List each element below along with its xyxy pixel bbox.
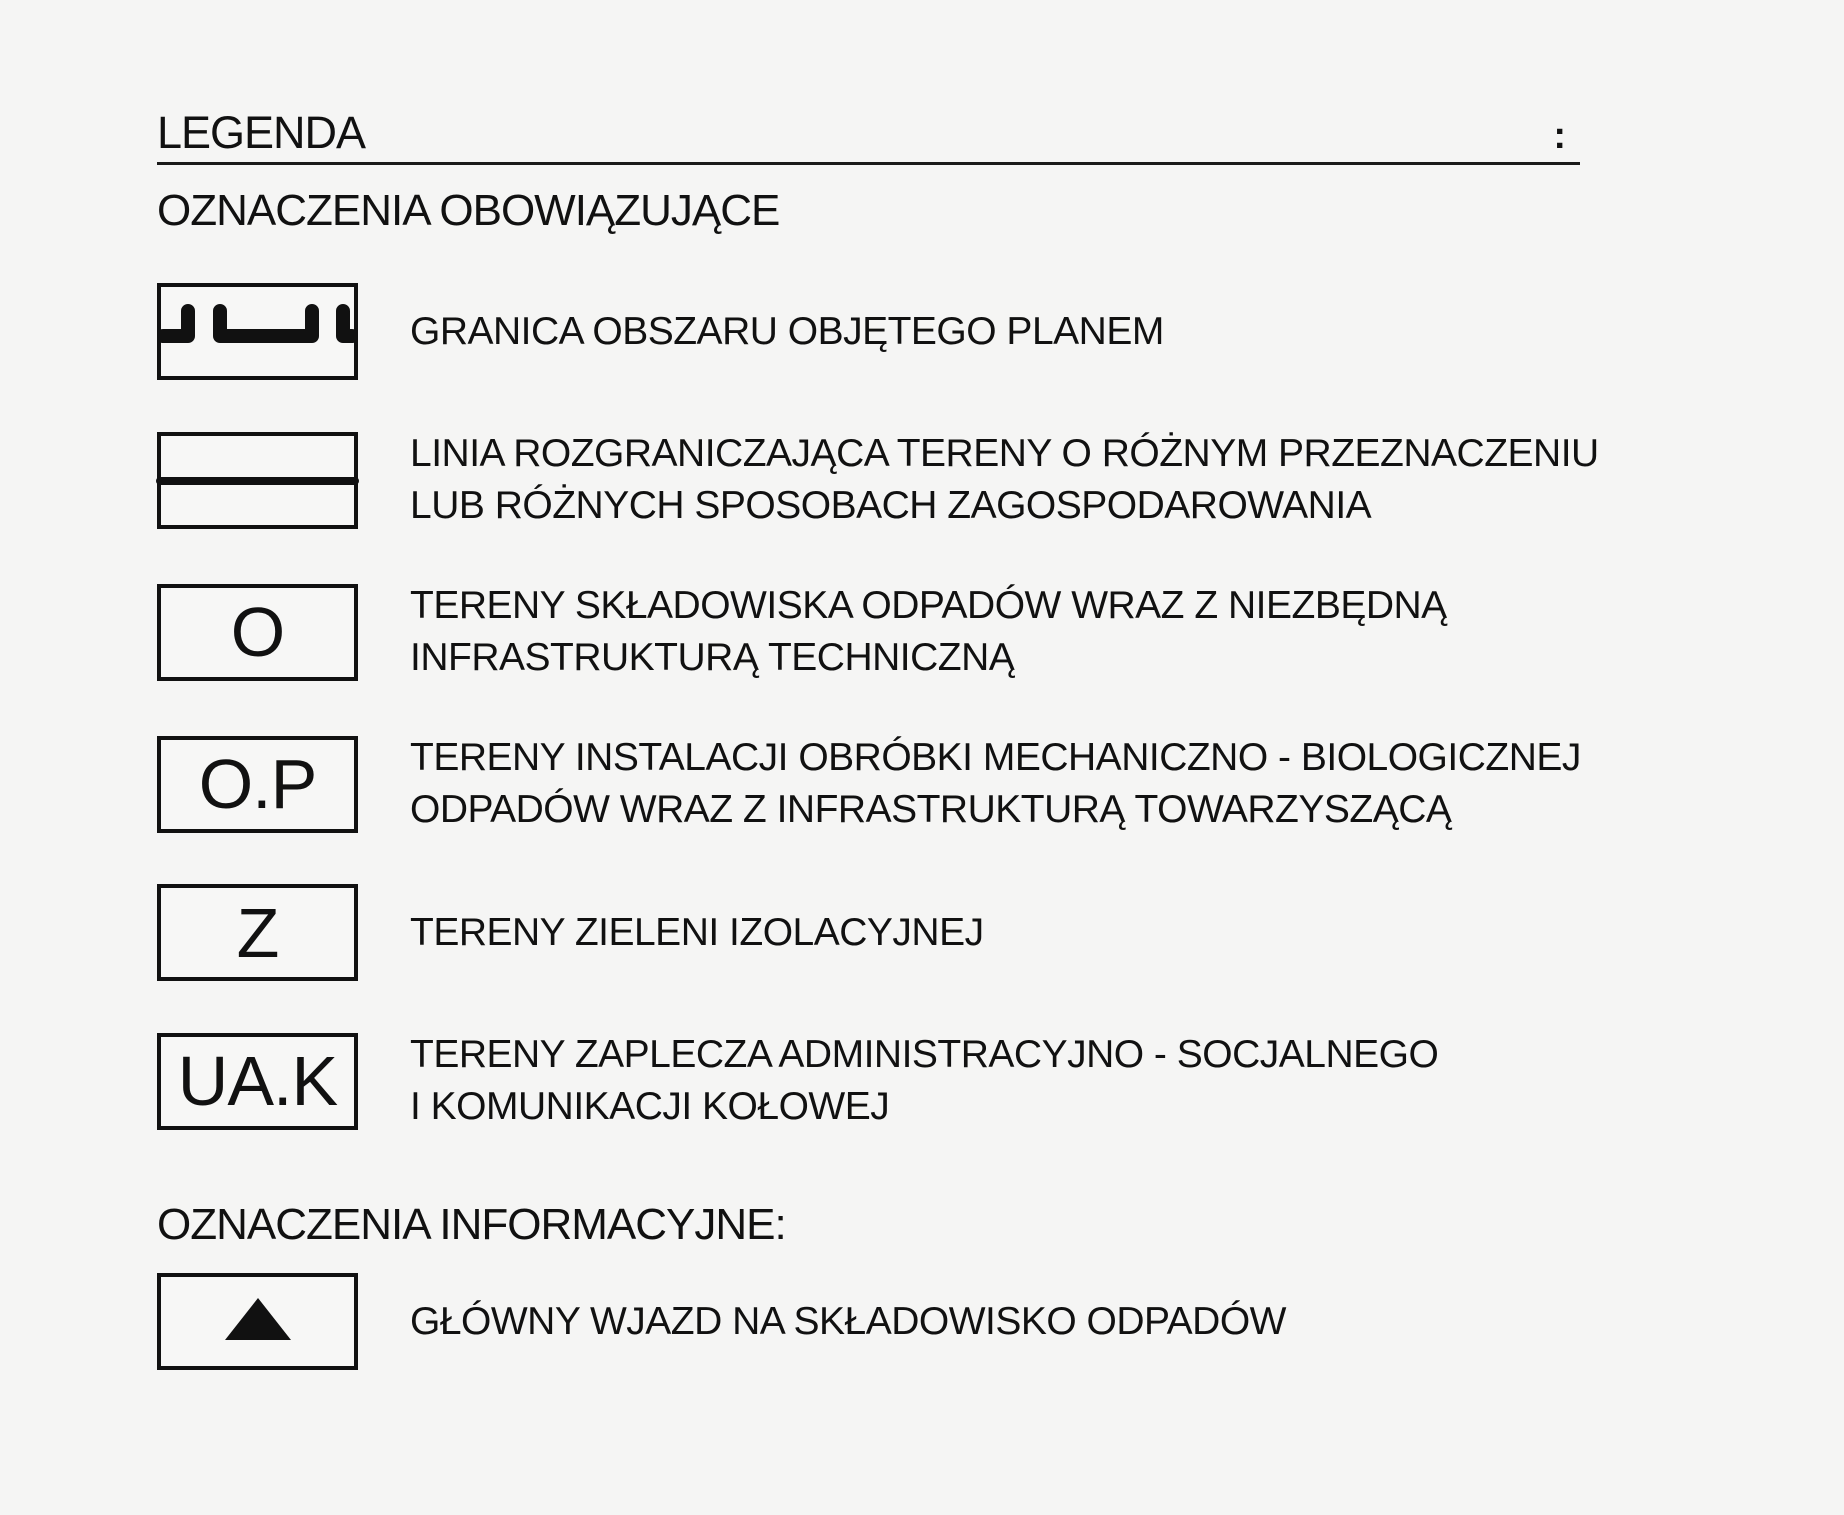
label-line: TERENY ZIELENI IZOLACYJNEJ: [410, 910, 984, 954]
legend-row-main-entrance: [157, 1273, 1844, 1370]
legend-title-colon: :: [1553, 115, 1566, 157]
legend-item-label: [410, 306, 1164, 358]
label-line: INFRASTRUKTURĄ TECHNICZNĄ: [410, 636, 1015, 679]
label-line: TERENY INSTALACJI OBRÓBKI MECHANICZNO - BIOLOGICZNEJ: [410, 736, 1581, 779]
label-line: LUB RÓŻNYCH SPOSOBACH ZAGOSPODAROWANIA: [410, 484, 1372, 527]
plan-boundary-symbol: [157, 283, 358, 380]
legend-item-label: [410, 1296, 1286, 1348]
legend-title-row: [157, 107, 1580, 165]
legend-title: LEGENDA: [157, 107, 366, 158]
zone-code: O.P: [198, 745, 317, 823]
legend-item-label: [410, 428, 1599, 532]
legend-row-zone-UAK: [157, 1029, 1844, 1133]
zone-code: O: [230, 593, 285, 671]
zone-code-box-UAK: [157, 1033, 358, 1130]
section-heading-informational: OZNACZENIA INFORMACYJNE:: [157, 1200, 786, 1249]
label-line: ODPADÓW WRAZ Z INFRASTRUKTURĄ TOWARZYSZĄCĄ: [410, 788, 1452, 831]
legend-row-plan-boundary: [157, 283, 1844, 380]
zone-code: UA.K: [177, 1042, 338, 1120]
label-line: TERENY ZAPLECZA ADMINISTRACYJNO - SOCJALNEGO: [410, 1033, 1439, 1076]
entrance-triangle-icon: [225, 1298, 291, 1340]
legend-row-zone-OP: [157, 732, 1844, 836]
label-line: I KOMUNIKACJI KOŁOWEJ: [410, 1085, 890, 1128]
zone-code-box-Z: [157, 884, 358, 981]
dividing-line-icon: [156, 477, 359, 485]
zone-code: Z: [236, 893, 279, 972]
label-line: GRANICA OBSZARU OBJĘTEGO PLANEM: [410, 309, 1164, 353]
label-line: TERENY SKŁADOWISKA ODPADÓW WRAZ Z NIEZBĘDNĄ: [410, 584, 1447, 627]
section-heading-mandatory: OZNACZENIA OBOWIĄZUJĄCE: [157, 186, 780, 235]
label-line: GŁÓWNY WJAZD NA SKŁADOWISKO ODPADÓW: [410, 1299, 1286, 1343]
legend-item-label: [410, 732, 1581, 836]
legend-item-label: [410, 1029, 1438, 1133]
legend-item-label: [410, 580, 1447, 684]
legend-row-zone-Z: [157, 884, 1844, 981]
legend-row-dividing-line: [157, 428, 1844, 532]
plan-boundary-icon: [161, 287, 354, 376]
zone-code-box-O: [157, 584, 358, 681]
main-entrance-symbol: [157, 1273, 358, 1370]
label-line: LINIA ROZGRANICZAJĄCA TERENY O RÓŻNYM PRZEZNACZENIU: [410, 432, 1599, 475]
legend-row-zone-O: [157, 580, 1844, 684]
legend-item-label: [410, 907, 984, 959]
zone-code-box-OP: [157, 736, 358, 833]
dividing-line-symbol: [157, 432, 358, 529]
